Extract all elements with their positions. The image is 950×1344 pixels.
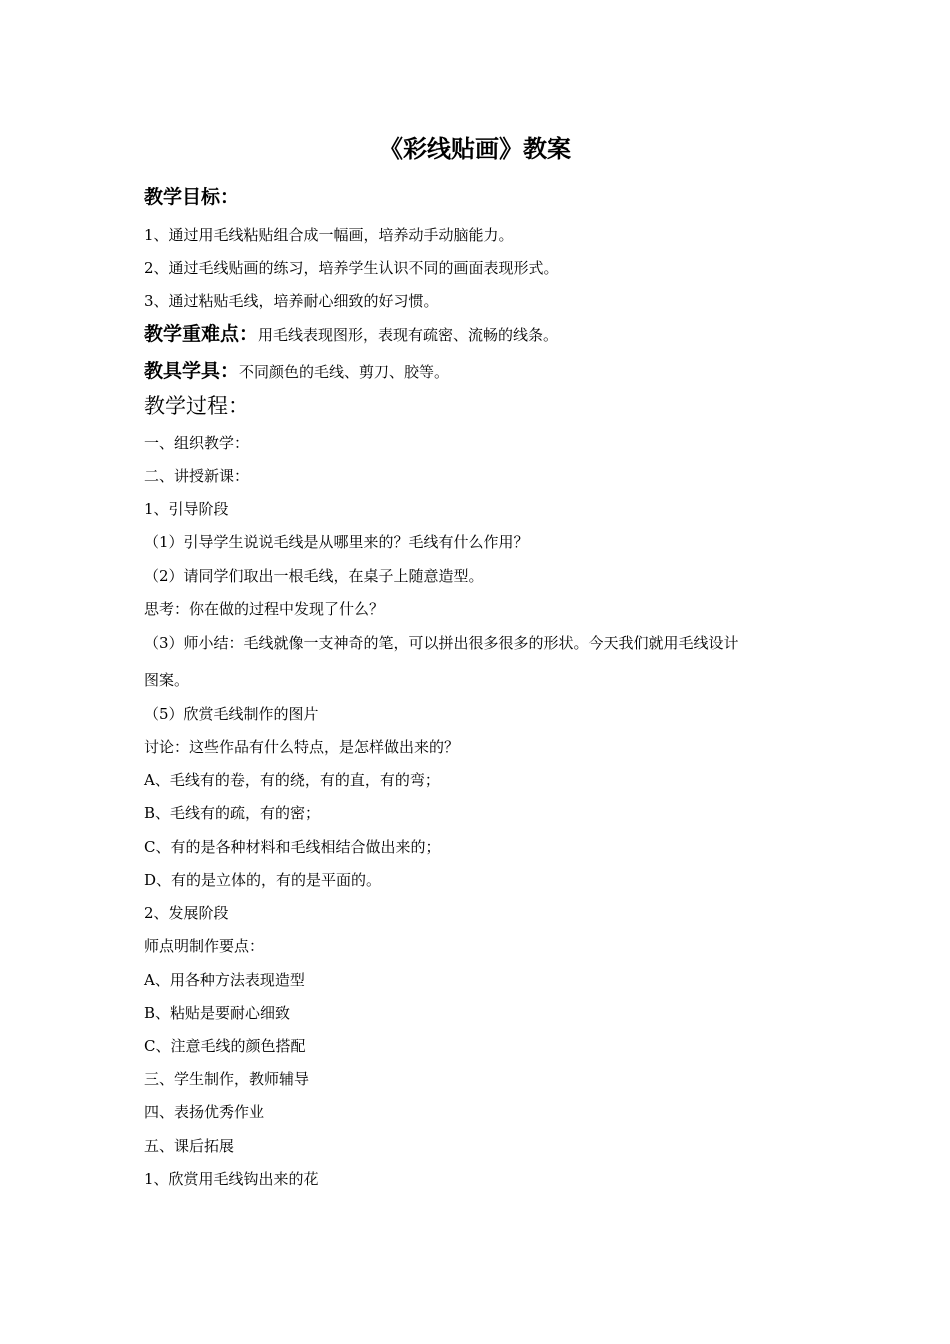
process-line: 三、学生制作，教师辅导	[144, 1070, 310, 1088]
process-line: C、注意毛线的颜色搭配	[144, 1037, 306, 1055]
key-points-row	[144, 323, 558, 346]
objective-line: 2、通过毛线贴画的练习，培养学生认识不同的画面表现形式。	[144, 259, 559, 277]
document-title: 《彩线贴画》教案	[379, 134, 571, 163]
materials-heading: 教具学具：	[144, 360, 240, 382]
process-line: 1、引导阶段	[144, 500, 229, 518]
process-line: 图案。	[144, 671, 190, 689]
process-line: C、有的是各种材料和毛线相结合做出来的；	[144, 838, 441, 856]
process-line: （1）引导学生说说毛线是从哪里来的？毛线有什么作用？	[144, 533, 529, 551]
process-heading: 教学过程：	[144, 394, 249, 418]
objectives-heading: 教学目标：	[144, 186, 240, 208]
process-line: 五、课后拓展	[144, 1137, 235, 1155]
process-line: B、毛线有的疏，有的密；	[144, 804, 321, 822]
key-points-heading: 教学重难点：	[144, 323, 259, 345]
process-line: B、粘贴是要耐心细致	[144, 1004, 291, 1022]
process-line: （3）师小结：毛线就像一支神奇的笔，可以拼出很多很多的形状。今天我们就用毛线设计	[144, 634, 739, 652]
process-line: A、用各种方法表现造型	[144, 971, 305, 989]
materials-row	[144, 360, 449, 383]
process-line: 思考：你在做的过程中发现了什么？	[144, 600, 385, 618]
process-line: 师点明制作要点：	[144, 937, 265, 955]
process-line: 讨论：这些作品有什么特点，是怎样做出来的？	[144, 738, 460, 756]
objective-line: 3、通过粘贴毛线，培养耐心细致的好习惯。	[144, 292, 439, 310]
key-points-text: 用毛线表现图形，表现有疏密、流畅的线条。	[258, 326, 559, 344]
materials-text: 不同颜色的毛线、剪刀、胶等。	[239, 363, 450, 381]
process-line: 一、组织教学：	[144, 434, 250, 452]
process-line: 二、讲授新课：	[144, 467, 250, 485]
process-line: 1、欣赏用毛线钩出来的花	[144, 1170, 319, 1188]
process-line: （5）欣赏毛线制作的图片	[144, 705, 319, 723]
process-line: 四、表扬优秀作业	[144, 1103, 265, 1121]
process-line: 2、发展阶段	[144, 904, 229, 922]
objective-line: 1、通过用毛线粘贴组合成一幅画，培养动手动脑能力。	[144, 226, 514, 244]
process-line: D、有的是立体的，有的是平面的。	[144, 871, 382, 889]
process-line: A、毛线有的卷，有的绕，有的直，有的弯；	[144, 771, 440, 789]
process-line: （2）请同学们取出一根毛线，在桌子上随意造型。	[144, 567, 484, 585]
